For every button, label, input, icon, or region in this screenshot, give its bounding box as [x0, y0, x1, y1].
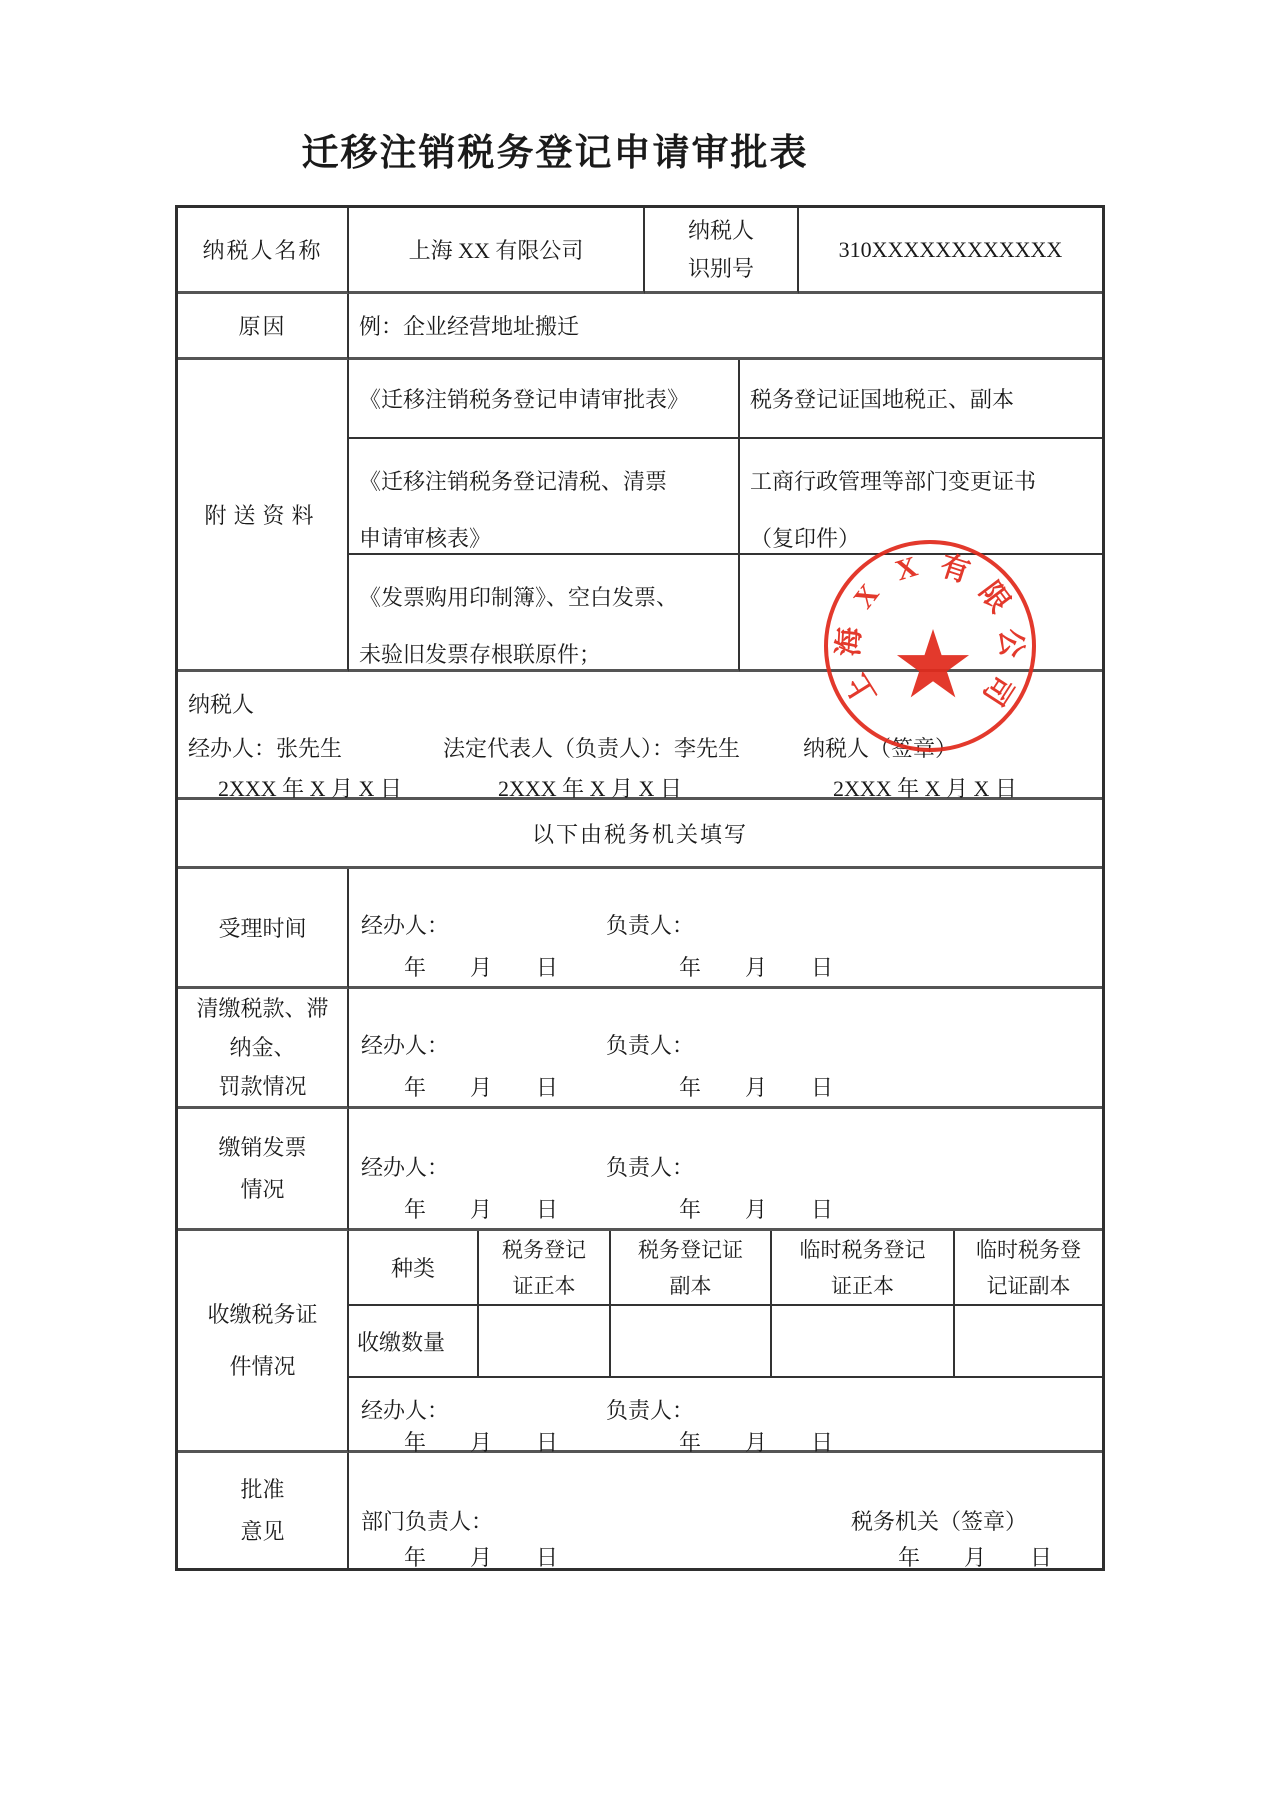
taxpayer-name-value: 上海 XX 有限公司	[349, 208, 645, 294]
invoice-label	[178, 1109, 349, 1231]
attachment-row1-left: 《迁移注销税务登记申请审批表》	[349, 360, 740, 439]
taxpayer-legal-rep: 法定代表人（负责人）：李先生	[443, 736, 741, 761]
settle-manager-label: 负责人：	[606, 1033, 695, 1058]
certs-date-blank-1: 年 月 日	[404, 1430, 559, 1455]
certs-col3-line1: 临时税务登记	[799, 1237, 926, 1262]
invoice-date-blank-2: 年 月 日	[679, 1197, 834, 1222]
taxpayer-id-value: 310XXXXXXXXXXXX	[799, 208, 1102, 294]
approval-label-line2: 意见	[240, 1518, 285, 1544]
settle-content	[349, 989, 1102, 1109]
settle-date-blank-1: 年 月 日	[404, 1075, 559, 1100]
approval-date-blank-1: 年 月 日	[404, 1545, 559, 1570]
settle-agent-label: 经办人：	[361, 1033, 450, 1058]
seal-char: 上	[840, 667, 883, 710]
certs-sign-row	[349, 1378, 1102, 1453]
seal-char: 海	[832, 626, 867, 658]
attachment-row2-left-line2: 申请审核表》	[359, 526, 492, 551]
certs-col4-line2: 记证副本	[986, 1273, 1071, 1298]
invoice-date-blank-1: 年 月 日	[404, 1197, 559, 1222]
approval-label-line1: 批准	[240, 1476, 285, 1502]
approval-label	[178, 1453, 349, 1568]
certs-col1-line1: 税务登记	[502, 1237, 586, 1262]
attachment-row3-left	[349, 555, 740, 672]
settle-label	[178, 989, 349, 1109]
invoice-label-line1: 缴销发票	[218, 1134, 307, 1160]
taxpayer-id-label	[645, 208, 799, 294]
attachment-row2-right-line1: 工商行政管理等部门变更证书	[750, 469, 1037, 494]
certs-manager-label: 负责人：	[606, 1398, 695, 1423]
taxpayer-agent: 经办人：张先生	[188, 736, 343, 761]
reason-label: 原因	[178, 294, 349, 360]
seal-char: 公	[993, 628, 1027, 659]
certs-col-temp-copy	[955, 1231, 1102, 1306]
approval-dept-label: 部门负责人：	[361, 1509, 494, 1534]
settle-label-line3: 罚款情况	[218, 1074, 307, 1099]
taxpayer-date-2: 2XXX 年 X 月 X 日	[498, 776, 682, 801]
certs-agent-label: 经办人：	[361, 1398, 450, 1423]
seal-star-icon: ★	[890, 611, 976, 720]
accept-date-blank-2: 年 月 日	[679, 955, 834, 980]
seal-char: 有	[936, 549, 974, 590]
attachment-row3-left-line2: 未验旧发票存根联原件；	[359, 642, 602, 667]
attachment-row2-right-line2: （复印件）	[750, 526, 861, 551]
certs-label-line2: 件情况	[229, 1353, 296, 1379]
accept-date-blank-1: 年 月 日	[404, 955, 559, 980]
taxpayer-sign-label: 纳税人	[188, 692, 255, 717]
taxpayer-date-1: 2XXX 年 X 月 X 日	[218, 776, 402, 801]
page-title: 迁移注销税务登记申请审批表	[301, 133, 809, 174]
certs-col1-line2: 证正本	[512, 1273, 576, 1298]
certs-qty-label: 收缴数量	[349, 1306, 479, 1378]
attachment-row1-right: 税务登记证国地税正、副本	[740, 360, 1102, 439]
taxpayer-date-3: 2XXX 年 X 月 X 日	[833, 776, 1017, 801]
settle-label-line2: 纳金、	[229, 1035, 296, 1060]
attachment-row2-left	[349, 439, 740, 555]
certs-col-temp-original	[772, 1231, 955, 1306]
attachments-label: 附送资料	[178, 360, 349, 672]
certs-col3-line2: 证正本	[831, 1273, 894, 1298]
certs-date-blank-2: 年 月 日	[679, 1430, 834, 1455]
certs-label	[178, 1231, 349, 1453]
certs-qty-value-3	[772, 1306, 955, 1378]
accept-time-label: 受理时间	[178, 869, 349, 989]
invoice-manager-label: 负责人：	[606, 1155, 695, 1180]
settle-label-line1: 清缴税款、滞	[196, 996, 329, 1021]
certs-qty-value-2	[611, 1306, 772, 1378]
approval-date-blank-2: 年 月 日	[898, 1545, 1053, 1570]
invoice-label-line2: 情况	[240, 1176, 285, 1202]
certs-col-reg-original	[479, 1231, 611, 1306]
certs-qty-value-1	[479, 1306, 611, 1378]
taxpayer-id-label-line1: 纳税人	[687, 217, 754, 243]
invoice-content	[349, 1109, 1102, 1231]
certs-label-line1: 收缴税务证	[207, 1301, 318, 1327]
approval-content	[349, 1453, 1102, 1568]
seal-char: 司	[976, 668, 1019, 711]
certs-col2-line2: 副本	[669, 1273, 712, 1298]
certs-qty-value-4	[955, 1306, 1102, 1378]
taxpayer-id-label-line2: 识别号	[687, 255, 754, 281]
attachment-row2-left-line1: 《迁移注销税务登记清税、清票	[359, 469, 668, 494]
company-seal	[824, 540, 1036, 752]
attachment-row2-right	[740, 439, 1102, 555]
seal-char: X	[891, 550, 922, 588]
approval-form-table	[175, 205, 1105, 1571]
taxpayer-seal-label: 纳税人（签章）	[803, 736, 958, 761]
certs-col4-line1: 临时税务登	[976, 1237, 1081, 1262]
certs-col-reg-copy	[611, 1231, 772, 1306]
seal-char: 限	[972, 576, 1016, 619]
attachment-row3-left-line1: 《发票购用印制簿》、空白发票、	[359, 585, 679, 610]
accept-time-content	[349, 869, 1102, 989]
accept-agent-label: 经办人：	[361, 913, 450, 938]
seal-char: X	[847, 578, 886, 615]
invoice-agent-label: 经办人：	[361, 1155, 450, 1180]
taxpayer-name-label: 纳税人名称	[178, 208, 349, 294]
approval-org-label: 税务机关（签章）	[851, 1509, 1028, 1534]
authority-section-header: 以下由税务机关填写	[178, 800, 1102, 869]
settle-date-blank-2: 年 月 日	[679, 1075, 834, 1100]
accept-manager-label: 负责人：	[606, 913, 695, 938]
certs-col2-line1: 税务登记证	[638, 1237, 743, 1262]
reason-value: 例：企业经营地址搬迁	[349, 294, 1102, 360]
certs-type-header: 种类	[349, 1231, 479, 1306]
